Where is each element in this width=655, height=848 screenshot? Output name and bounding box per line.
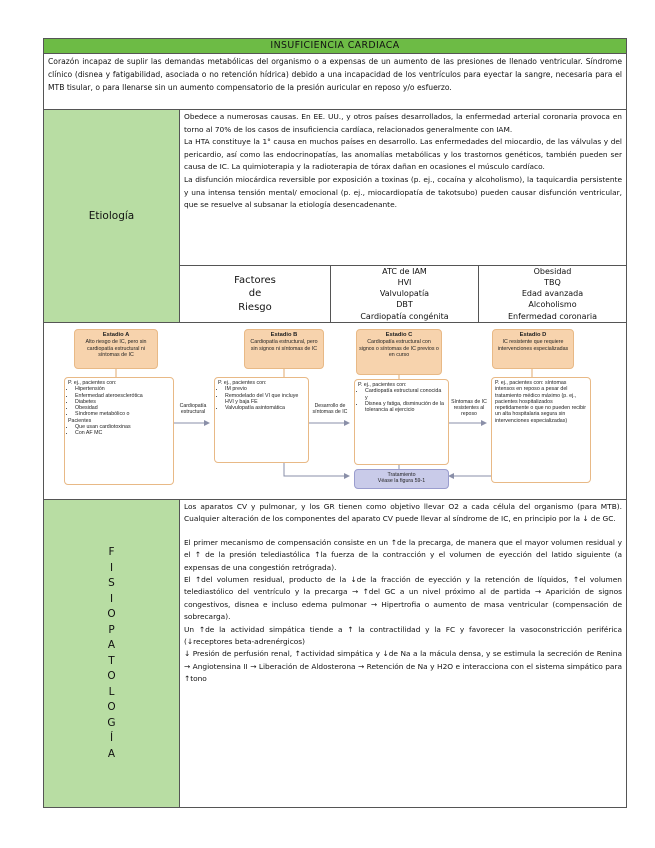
treatment-ref: Véase la figura 59-1 <box>377 478 426 485</box>
risk-item: Alcoholismo <box>528 300 577 310</box>
stage-b-box <box>244 329 324 369</box>
example-item: • Hipertensión <box>75 386 170 392</box>
stage-b-examples <box>214 377 309 463</box>
stage-a-text: Alto riesgo de IC, pero sin cardiopatía estructural ni síntomas de IC <box>85 339 147 358</box>
risk-item: Cardiopatía congénita <box>360 311 449 321</box>
etiologia-section <box>44 110 626 323</box>
example-item: • Cardiopatía estructural conocida y <box>365 388 445 401</box>
vertical-letter: O <box>107 670 116 682</box>
example-item: • Diabetes <box>75 399 170 405</box>
examples-text: P. ej., pacientes con: síntomas intensos en reposo a pesar del tratamiento médico máximo (p. ej., pacientes hospitalizados repetidamente o que no pueden recibir un alta hospitalaria segura sin intervenciones especializadas) <box>495 380 586 424</box>
stage-a-box <box>74 329 158 369</box>
examples-subheading: Pacientes <box>68 417 92 424</box>
risk-factors-table <box>180 266 626 322</box>
vertical-letter: S <box>108 577 115 589</box>
examples-heading: P. ej., pacientes con: <box>358 382 407 388</box>
vertical-letter: I <box>109 592 114 605</box>
page-title: INSUFICIENCIA CARDIACA <box>44 39 626 54</box>
vertical-letter: T <box>108 654 115 667</box>
intro-definition: Corazón incapaz de suplir las demandas metabólicas del organismo o a expensas de un aumento de las presiones de llenado ventricular. Síndrome clínico (disnea y fatigabilidad, asociada o no retención hídrica) debido a una incapacidad de los ventrículos para eyectar la sangre, necesaria para el MTB tisular, o para llenarse sin un aumento compensatorio de la presión auricular en reposo y/o esfuerzo. <box>44 54 626 110</box>
vertical-letter: A <box>107 639 116 651</box>
stage-a-title: Estadio A <box>102 332 130 338</box>
stage-a-examples <box>64 377 174 485</box>
fisiopatologia-text <box>180 500 626 807</box>
risk-item: ATC de IAM <box>382 266 427 276</box>
treatment-box <box>354 469 449 489</box>
arrow-label-bc: Desarrollo de síntomas de IC <box>312 403 348 415</box>
document-sheet <box>43 38 627 808</box>
vertical-letter: G <box>107 716 116 729</box>
stage-b-text: Cardiopatía estructural, pero sin signos ni síntomas de IC <box>250 339 318 352</box>
etiologia-paragraph: Obedece a numerosas causas. En EE. UU., y otros países desarrollados, la enfermedad arterial coronaria provoca en torno al 70% de los casos de insuficiencia cardíaca, relacionados generalmente con IAM. <box>184 112 622 134</box>
examples-heading: P. ej., pacientes con: <box>68 380 117 386</box>
etiologia-label: Etiología <box>44 110 180 322</box>
stage-c-text: Cardiopatía estructural con signos o síntomas de IC previos o en curso <box>359 339 439 358</box>
fisio-paragraph: Los aparatos CV y pulmonar, y los GR tienen como objetivo llevar O2 a cada célula del organismo (para MTB). Cualquier alteración de los componentes del aparato CV puede llevar al síndrome de IC, en principio por la ↓ de GC. <box>184 502 622 524</box>
stage-d-box <box>492 329 574 369</box>
vertical-letter: L <box>108 685 115 698</box>
risk-item: Obesidad <box>533 266 572 276</box>
arrow-label-ab: Cardiopatía estructural <box>179 403 207 415</box>
arrow-b-tx <box>284 463 349 476</box>
fisio-paragraph: El primer mecanismo de compensación consiste en un ↑de la precarga, de manera que el mayor volumen residual y el ↑ de la presión telediastólica ↑la fuerza de la contracción y el volumen de eyección del latido siguiente (a expensas de una congestión retrógrada). <box>184 537 622 572</box>
etiologia-paragraph: La disfunción miocárdica reversible por exposición a toxinas (p. ej., cocaína y alcoholismo), la taquicardia persistente y una intensa tensión mental/ emocional (p. ej., miocardiopatía de takotsubo) pueden causar disfunción ventricular, que se resuelve al subsanar la etiología desencadenante. <box>184 174 622 210</box>
risk-item: Edad avanzada <box>521 289 584 299</box>
risk-label-line: Riesgo <box>238 301 272 313</box>
vertical-letter: Í <box>109 732 114 744</box>
example-item: • Síndrome metabólico o <box>75 411 170 417</box>
fisiopatologia-label <box>44 500 180 807</box>
risk-item: Enfermedad coronaria <box>507 311 597 321</box>
vertical-letter: I <box>109 561 114 574</box>
stage-d-examples <box>491 377 591 483</box>
risk-label-line: Factores <box>234 274 276 286</box>
risk-column-2 <box>478 266 626 322</box>
etiologia-text <box>180 110 626 266</box>
vertical-letter: A <box>107 747 116 760</box>
stage-b-title: Estadio B <box>270 332 298 338</box>
arrow-label-cd: Síntomas de IC resistentes al reposo <box>451 399 487 417</box>
example-item: • IM previo <box>225 386 305 392</box>
vertical-letter: F <box>108 546 115 558</box>
fisio-paragraph: El ↑del volumen residual, producto de la ↓de la fracción de eyección y la retención de líquidos, ↑el volumen telediastólico del ventrículo y la precarga → ↑del GC a un nivel próximo al de partida → Aparición de signos congestivos, disnea e incluso edema pulmonar → Hipertrofia o aumento de masa ventricular (compensación de sobrecarga). <box>184 575 622 622</box>
vertical-letter: O <box>107 608 116 620</box>
fisiopatologia-section <box>44 500 626 807</box>
risk-item: DBT <box>396 300 413 310</box>
risk-column-1 <box>331 266 478 322</box>
stage-c-title: Estadio C <box>385 332 413 338</box>
example-item: • Disnea y fatiga, disminución de la tolerancia al ejercicio <box>365 401 445 414</box>
examples-heading: P. ej., pacientes con: <box>218 380 267 386</box>
example-item: • Valvulopatía asintomática <box>225 405 305 411</box>
ic-stages-diagram <box>44 323 626 500</box>
stage-d-title: Estadio D <box>519 332 547 338</box>
risk-item: Valvulopatía <box>379 289 430 299</box>
example-item: • Enfermedad ateroesclerótica <box>75 393 170 399</box>
example-item: • Remodelado del VI que incluye HVI y baja FE <box>225 393 305 406</box>
example-item: • Que usan cardiotoxinas <box>75 424 170 430</box>
risk-factors-label <box>180 266 331 322</box>
risk-item: HVI <box>397 277 412 287</box>
example-item: • Obesidad <box>75 405 170 411</box>
vertical-letter: P <box>108 623 115 636</box>
stage-c-examples <box>354 379 449 465</box>
etiologia-paragraph: La HTA constituye la 1° causa en muchos países en desarrollo. Las enfermedades del miocardio, de las válvulas y del pericardio, así como las endocrinopatías, las anomalías metabólicas y los trastornos genéticos, también pueden ser causa de IC. La quimioterapia y la radioterapia de tórax dañan en ocasiones el músculo cardíaco. <box>184 137 622 172</box>
risk-item: TBQ <box>544 277 561 287</box>
fisio-paragraph: ↓ Presión de perfusión renal, ↑actividad simpática y ↓de Na a la mácula densa, y se estimula la secreción de Renina → Angiotensina II → Liberación de Aldosterona → Retención de Na y H2O e interacciona con el sistema simpático para ↑tono <box>184 649 622 684</box>
stage-c-box <box>356 329 442 375</box>
stage-d-text: IC resistente que requiere intervenciones especializadas <box>497 339 569 352</box>
example-item: • Con AF MC <box>75 430 170 436</box>
treatment-title: Tratamiento <box>387 472 416 478</box>
vertical-letter: O <box>107 701 116 713</box>
risk-label-line: de <box>248 288 262 299</box>
fisio-paragraph: Un ↑de la actividad simpática tiende a ↑ la contractilidad y la FC y favorecer la vasoconstricción periférica (↓receptores beta-adrenérgicos) <box>184 624 622 647</box>
